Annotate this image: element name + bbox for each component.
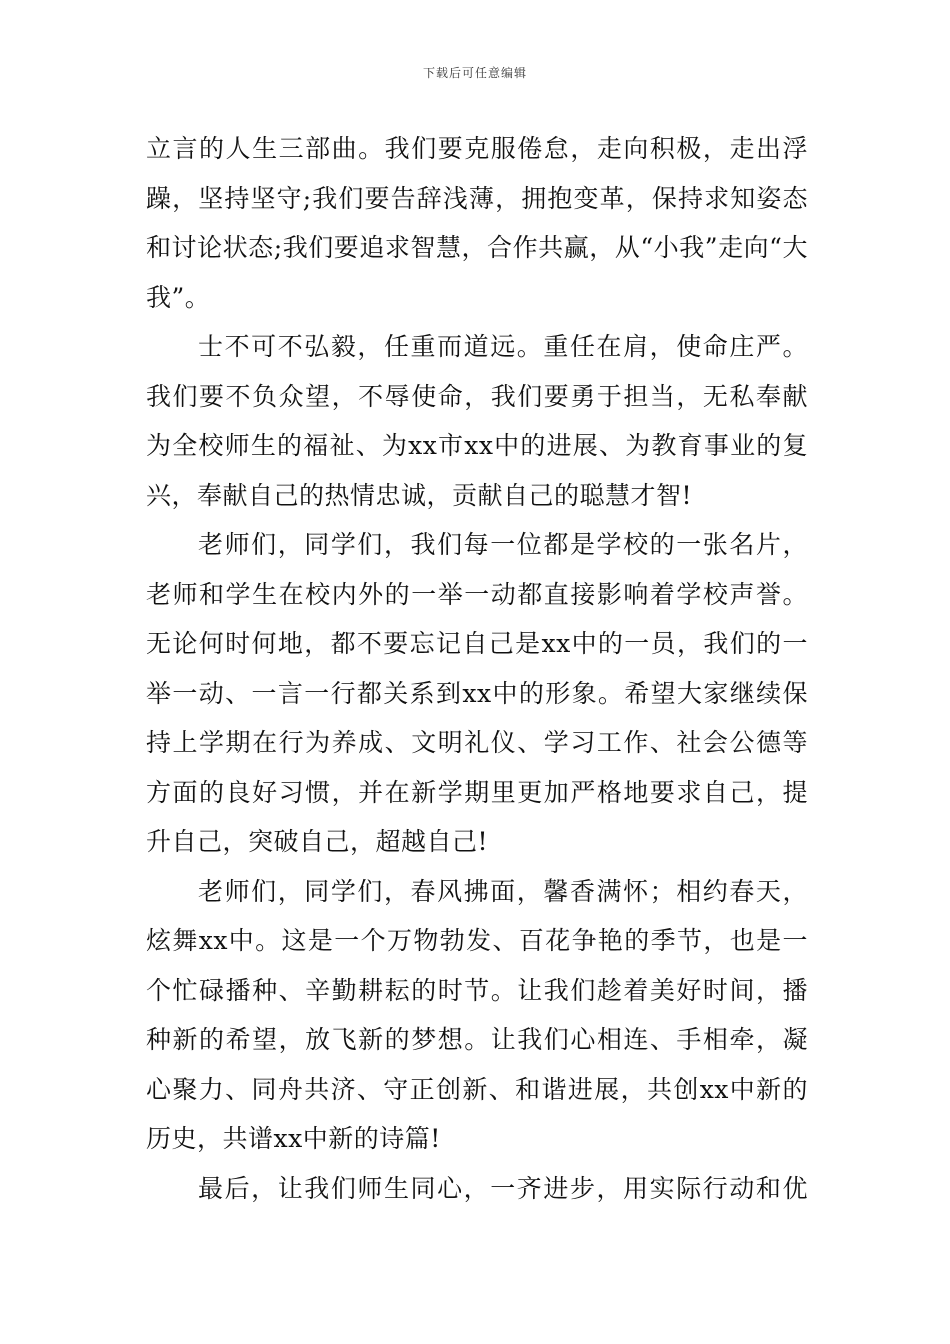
paragraph-continuation: 立言的人生三部曲。我们要克服倦怠，走向积极，走出浮躁，坚持坚守;我们要告辞浅薄，拥抱变革，保持求知姿态和讨论状态;我们要追求智慧，合作共赢，从“小我”走向“大我”。 [146,134,808,312]
document-body [146,124,808,1213]
paragraph-spring: 老师们，同学们，春风拂面，馨香满怀；相约春天，炫舞xx中。这是一个万物勃发、百花争艳的季节，也是一个忙碌播种、辛勤耕耘的时节。让我们趁着美好时间，播种新的希望，放飞新的梦想。让我们心相连、手相牵，凝心聚力、同舟共济、守正创新、和谐进展，共创xx中新的历史，共谱xx中新的诗篇! [146,876,808,1153]
paragraph-mission: 士不可不弘毅，任重而道远。重任在肩，使命庄严。我们要不负众望，不辱使命，我们要勇于担当，无私奉献为全校师生的福祉、为xx市xx中的进展、为教育事业的复兴，奉献自己的热情忠诚，贡献自己的聪慧才智! [146,332,808,510]
page-header: 下载后可任意编辑 [422,66,527,80]
paragraph-school-image: 老师们，同学们，我们每一位都是学校的一张名片，老师和学生在校内外的一举一动都直接影响着学校声誉。无论何时何地，都不要忘记自己是xx中的一员，我们的一举一动、一言一行都关系到xx中的形象。希望大家继续保持上学期在行为养成、文明礼仪、学习工作、社会公德等方面的良好习惯，并在新学期里更加严格地要求自己，提升自己，突破自己，超越自己! [146,530,808,856]
paragraph-closing: 最后，让我们师生同心，一齐进步，用实际行动和优 [198,1173,808,1203]
